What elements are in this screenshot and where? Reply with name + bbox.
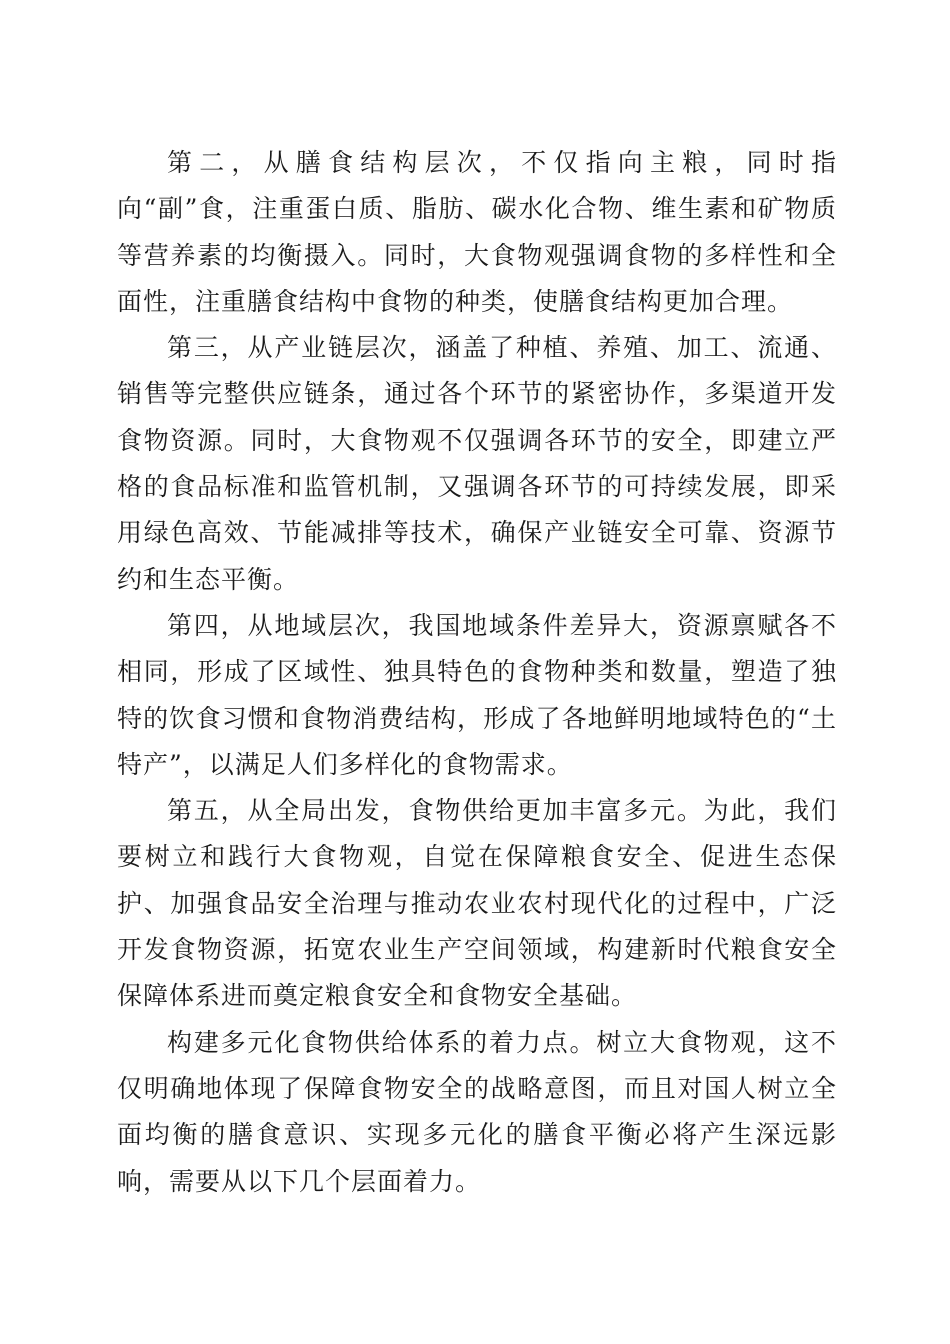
- paragraph-industry-chain: 第三，从产业链层次，涵盖了种植、养殖、加工、流通、销售等完整供应链条，通过各个环节的紧密协作，多渠道开发食物资源。同时，大食物观不仅强调各环节的安全，即建立严格的食品标准和监管机制，又强调各环节的可持续发展，即采用绿色高效、节能减排等技术，确保产业链安全可靠、资源节约和生态平衡。: [117, 333, 837, 594]
- paragraph-focus-points: 构建多元化食物供给体系的着力点。树立大食物观，这不仅明确地体现了保障食物安全的战略意图，而且对国人树立全面均衡的膳食意识、实现多元化的膳食平衡必将产生深远影响，需要从以下几个层面着力。: [117, 1027, 837, 1196]
- paragraph-overall: 第五，从全局出发，食物供给更加丰富多元。为此，我们要树立和践行大食物观，自觉在保障粮食安全、促进生态保护、加强食品安全治理与推动农业农村现代化的过程中，广泛开发食物资源，拓宽农业生产空间领域，构建新时代粮食安全保障体系进而奠定粮食安全和食物安全基础。: [117, 796, 837, 1011]
- body-text: [117, 140, 837, 1205]
- paragraph-regional: 第四，从地域层次，我国地域条件差异大，资源禀赋各不相同，形成了区域性、独具特色的食物种类和数量，塑造了独特的饮食习惯和食物消费结构，形成了各地鲜明地域特色的“土特产”，以满足人们多样化的食物需求。: [117, 610, 837, 779]
- paragraph-dietary-structure: 第二，从膳食结构层次，不仅指向主粮，同时指向“副”食，注重蛋白质、脂肪、碳水化合物、维生素和矿物质等营养素的均衡摄入。同时，大食物观强调食物的多样性和全面性，注重膳食结构中食物的种类，使膳食结构更加合理。: [117, 148, 837, 316]
